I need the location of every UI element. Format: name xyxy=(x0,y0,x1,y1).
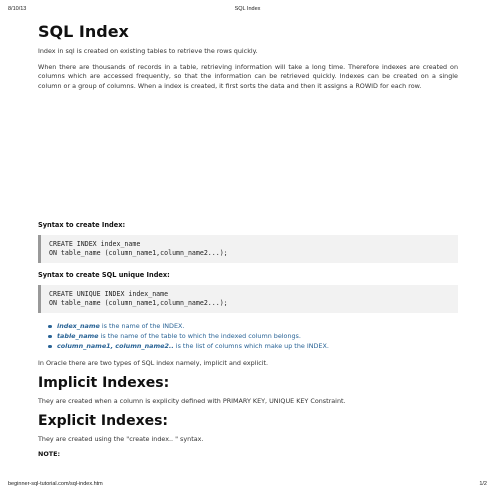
page-number: 1/2 xyxy=(479,481,487,487)
definition-desc: is the list of columns which make up the INDEX. xyxy=(173,342,329,351)
explicit-heading: Explicit Indexes: xyxy=(38,412,169,429)
definition-list xyxy=(38,321,458,351)
description-paragraph: When there are thousands of records in a table, retrieving information will take a long time. Therefore indexes are created on columns which are accessed frequently, so that the information can be retrieved quickly. Indexes can be created on a single column or a group of columns. When a index is created, it first sorts the data and then it assigns a ROWID for each row. xyxy=(38,62,458,90)
article xyxy=(38,20,458,458)
list-item xyxy=(48,341,458,351)
code-line: ON table_name (column_name1,column_name2...); xyxy=(49,249,228,258)
print-title: SQL Index xyxy=(234,6,261,12)
code-line: CREATE UNIQUE INDEX index_name xyxy=(49,290,169,299)
definition-term: table_name xyxy=(57,332,99,341)
code-line: CREATE INDEX index_name xyxy=(49,240,141,249)
syntax-unique-heading: Syntax to create SQL unique Index: xyxy=(38,271,170,280)
implicit-heading: Implicit Indexes: xyxy=(38,374,170,391)
syntax-create-heading: Syntax to create Index: xyxy=(38,221,126,230)
bullet-icon xyxy=(48,335,52,339)
page-title: SQL Index xyxy=(38,22,129,41)
oracle-note: In Oracle there are two types of SQL index namely, implicit and explicit. xyxy=(38,359,269,368)
bullet-icon xyxy=(48,325,52,329)
print-date: 8/10/13 xyxy=(8,6,27,12)
print-url: beginner-sql-tutorial.com/sql-index.htm xyxy=(8,481,103,487)
intro-paragraph: Index in sql is created on existing tables to retrieve the rows quickly. xyxy=(38,47,258,55)
list-item xyxy=(48,321,458,331)
note-label: NOTE: xyxy=(38,450,61,459)
syntax-unique-code xyxy=(38,285,458,313)
bullet-icon xyxy=(48,345,52,349)
definition-desc: is the name of the table to which the indexed column belongs. xyxy=(98,332,301,341)
definition-term: column_name1, column_name2.. xyxy=(57,342,174,351)
explicit-text: They are created using the "create index.. " syntax. xyxy=(38,434,204,443)
implicit-text: They are created when a column is explicity defined with PRIMARY KEY, UNIQUE KEY Constraint. xyxy=(38,396,346,405)
syntax-create-code xyxy=(38,235,458,263)
list-item xyxy=(48,331,458,341)
definition-desc: is the name of the INDEX. xyxy=(99,322,185,331)
content-gap xyxy=(38,97,458,221)
definition-term: index_name xyxy=(57,322,100,331)
code-line: ON table_name (column_name1,column_name2...); xyxy=(49,299,228,308)
